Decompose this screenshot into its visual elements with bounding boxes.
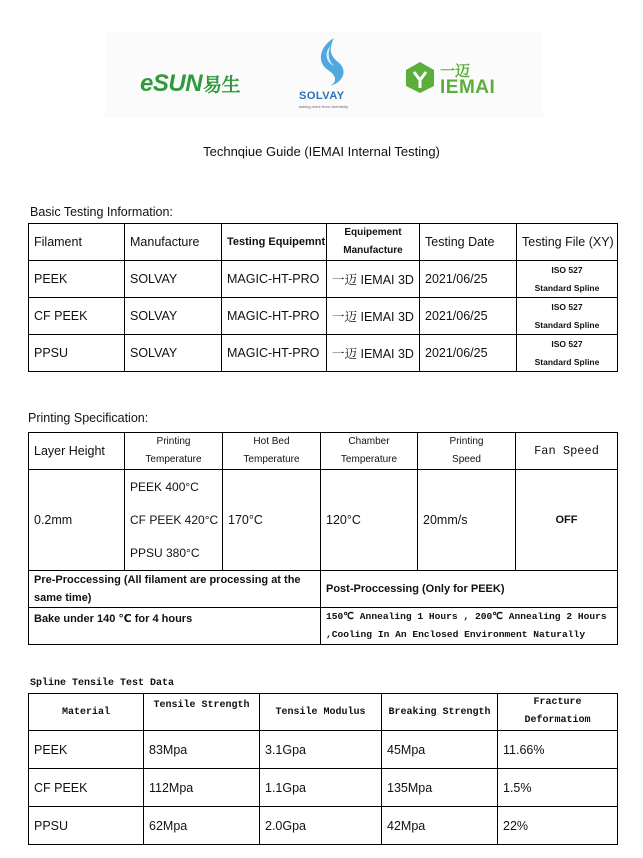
header-manufacture: Manufacture xyxy=(125,224,222,261)
table-row xyxy=(29,470,618,571)
basic-section-label: Basic Testing Information: xyxy=(30,205,173,219)
cell-equipment-manufacture: 一迈 IEMAI 3D xyxy=(327,261,420,298)
cell-manufacture: SOLVAY xyxy=(125,298,222,335)
cell-file: ISO 527 Standard Spline xyxy=(517,261,618,298)
cell-filament: PPSU xyxy=(29,335,125,372)
cell-tensile-modulus: 2.0Gpa xyxy=(260,807,382,845)
iemai-wordmark: IEMAI xyxy=(440,77,496,98)
tensile-data-table xyxy=(28,693,618,845)
cell-fracture-deformation: 11.66% xyxy=(498,731,618,769)
header-equipment-manufacture: Equipement Manufacture xyxy=(327,224,420,261)
table-header-row xyxy=(29,433,618,470)
cell-filament: PEEK xyxy=(29,261,125,298)
cell-file: ISO 527 Standard Spline xyxy=(517,298,618,335)
cell-date: 2021/06/25 xyxy=(420,298,517,335)
cell-fan-speed: OFF xyxy=(516,470,618,571)
table-row xyxy=(29,807,618,845)
pre-processing-label: Pre-Proccessing (All filament are processing at the same time) xyxy=(29,571,321,608)
iemai-cn-mark: 一迈 xyxy=(440,63,471,80)
cell-material: PPSU xyxy=(29,807,144,845)
cell-breaking-strength: 42Mpa xyxy=(382,807,498,845)
solvay-tagline: asking more from chemistry xyxy=(299,104,349,109)
cell-chamber-temperature: 120°C xyxy=(321,470,418,571)
table-row xyxy=(29,769,618,807)
cell-fracture-deformation: 22% xyxy=(498,807,618,845)
basic-testing-table xyxy=(28,223,618,372)
header-filament: Filament xyxy=(29,224,125,261)
header-tensile-modulus: Tensile Modulus xyxy=(260,694,382,731)
cell-date: 2021/06/25 xyxy=(420,261,517,298)
header-fracture-deformation: Fracture Deformatiom xyxy=(498,694,618,731)
iemai-mark-icon xyxy=(404,60,436,94)
table-row xyxy=(29,298,618,335)
printing-spec-table xyxy=(28,432,618,645)
cell-tensile-modulus: 1.1Gpa xyxy=(260,769,382,807)
header-bed-temperature: Hot Bed Temperature xyxy=(223,433,321,470)
cell-equipment-manufacture: 一迈 IEMAI 3D xyxy=(327,298,420,335)
solvay-swirl-icon xyxy=(308,36,352,88)
cell-printing-temperatures: PEEK 400°C CF PEEK 420°C PPSU 380°C xyxy=(125,470,223,571)
cell-tensile-strength: 112Mpa xyxy=(144,769,260,807)
cell-tensile-strength: 83Mpa xyxy=(144,731,260,769)
cell-file: ISO 527 Standard Spline xyxy=(517,335,618,372)
printing-section-label: Printing Specification: xyxy=(28,411,149,425)
cell-layer-height: 0.2mm xyxy=(29,470,125,571)
tensile-section-label: Spline Tensile Test Data xyxy=(30,678,175,689)
table-row xyxy=(29,261,618,298)
table-row xyxy=(29,731,618,769)
header-printing-speed: Printing Speed xyxy=(418,433,516,470)
cell-filament: CF PEEK xyxy=(29,298,125,335)
table-header-row xyxy=(29,224,618,261)
cell-breaking-strength: 135Mpa xyxy=(382,769,498,807)
table-row xyxy=(29,335,618,372)
document-title: Technqiue Guide (IEMAI Internal Testing) xyxy=(203,144,440,159)
header-printing-temperature: Printing Temperature xyxy=(125,433,223,470)
header-layer-height: Layer Height xyxy=(29,433,125,470)
pre-processing-value: Bake under 140 ℃ for 4 hours xyxy=(29,608,321,645)
header-date: Testing Date xyxy=(420,224,517,261)
cell-equipment-manufacture: 一迈 IEMAI 3D xyxy=(327,335,420,372)
cell-breaking-strength: 45Mpa xyxy=(382,731,498,769)
header-breaking-strength: Breaking Strength xyxy=(382,694,498,731)
esun-logo: eSUN易生 xyxy=(140,70,241,97)
table-row xyxy=(29,571,618,608)
post-processing-label: Post-Proccessing (Only for PEEK) xyxy=(321,571,618,608)
table-header-row xyxy=(29,694,618,731)
cell-bed-temperature: 170°C xyxy=(223,470,321,571)
cell-fracture-deformation: 1.5% xyxy=(498,769,618,807)
cell-printing-speed: 20mm/s xyxy=(418,470,516,571)
cell-tensile-modulus: 3.1Gpa xyxy=(260,731,382,769)
header-material: Material xyxy=(29,694,144,731)
cell-date: 2021/06/25 xyxy=(420,335,517,372)
table-row xyxy=(29,608,618,645)
solvay-wordmark: SOLVAY xyxy=(299,90,345,102)
cell-material: CF PEEK xyxy=(29,769,144,807)
cell-equipment: MAGIC-HT-PRO xyxy=(222,335,327,372)
header-equipment: Testing Equipemnt xyxy=(222,224,327,261)
cell-manufacture: SOLVAY xyxy=(125,261,222,298)
post-processing-value: 150℃ Annealing 1 Hours , 200℃ Annealing 2 Hours ,Cooling In An Enclosed Environment Naturally xyxy=(321,608,618,645)
cell-manufacture: SOLVAY xyxy=(125,335,222,372)
cell-material: PEEK xyxy=(29,731,144,769)
header-fan-speed: Fan Speed xyxy=(516,433,618,470)
cell-equipment: MAGIC-HT-PRO xyxy=(222,298,327,335)
header-tensile-strength: Tensile Strength xyxy=(144,694,260,731)
header-file: Testing File (XY) xyxy=(517,224,618,261)
header-chamber-temperature: Chamber Temperature xyxy=(321,433,418,470)
cell-equipment: MAGIC-HT-PRO xyxy=(222,261,327,298)
cell-tensile-strength: 62Mpa xyxy=(144,807,260,845)
